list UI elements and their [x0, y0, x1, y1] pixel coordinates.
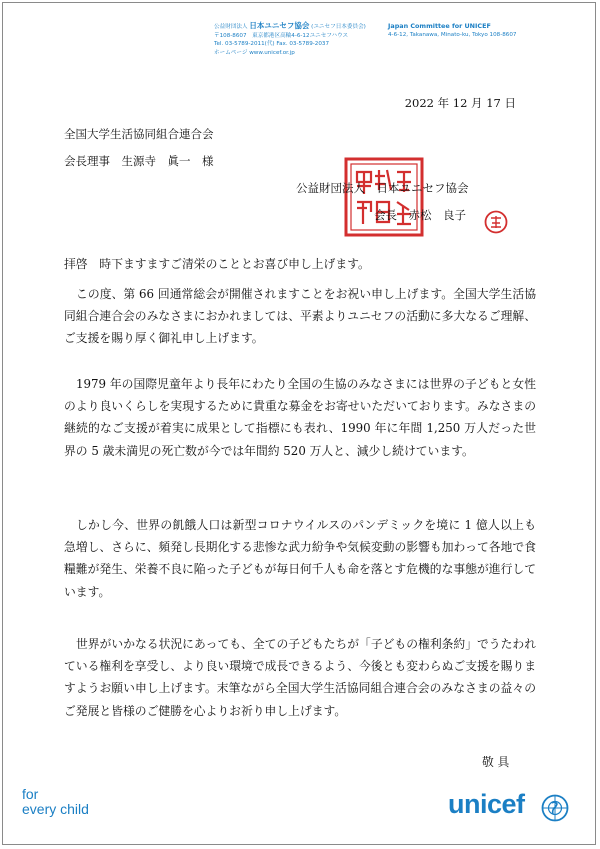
recipient-organization: 全国大学生活協同組合連合会: [64, 127, 214, 141]
jp-org-name: 日本ユニセフ協会: [249, 21, 310, 30]
jp-homepage: ホームページ www.unicef.or.jp: [214, 49, 295, 56]
en-address: 4-6-12, Takanawa, Minato-ku, Tokyo 108-8607: [388, 31, 517, 38]
letter-date: 2022 年 12 月 17 日: [404, 96, 516, 110]
sender-name: 会長 赤松 良子: [374, 208, 466, 222]
tagline: [22, 787, 89, 817]
official-seal-icon: [343, 156, 425, 238]
paragraph-1: この度、第 66 回通常総会が開催されますことをお祝い申し上げます。全国大学生活協同組合連合会のみなさまにおかれましては、平素よりユニセフの活動に多大なるご理解、ご支援を賜り厚く御礼申し上げます。: [64, 287, 536, 346]
en-org-name: Japan Committee for UNICEF: [388, 22, 491, 30]
paragraph-4: 世界がいかなる状況にあっても、全ての子どもたちが「子どもの権利条約」でうたわれている権利を享受し、より良い環境で成長できるよう、今後とも変わらぬご支援を賜りますようお願い申し上げます。末筆ながら全国大学生活協同組合連合会のみなさまの益々のご発展と皆様のご健勝を心よりお祈り申し上げます。: [64, 637, 536, 718]
unicef-logo-text: unicef: [448, 789, 525, 819]
letterhead-jp: [214, 22, 366, 57]
jp-name-prefix: 公益財団法人: [214, 24, 248, 30]
unicef-globe-icon: [541, 794, 569, 822]
tagline-line-1: for: [22, 786, 39, 802]
recipient-name: 会長理事 生源寺 眞一 様: [64, 154, 214, 168]
jp-address: 〒108-8607 東京都港区高輪4-6-12ユニセフハウス: [214, 32, 349, 39]
greeting: 拝啓 時下ますますご清栄のこととお喜び申し上げます。: [64, 257, 370, 271]
paragraph-2: 1979 年の国際児童年より長年にわたり全国の生協のみなさまには世界の子どもと女性のより良いくらしを実現するために貴重な募金をお寄せいただいております。みなさまの継続的なご支援が着実に成果として指標にも表れ、1990 年に年間 1,250 万人だった世界の 5 歳未満児の死亡数が今では年間約 520 万人と、減少し続けています。: [64, 377, 536, 458]
personal-seal-icon: [484, 210, 508, 234]
closing: 敬 具: [482, 755, 510, 769]
tagline-line-2: every child: [22, 801, 89, 817]
letterhead-en: [388, 22, 516, 39]
sender-organization: 公益財団法人 日本ユニセフ協会: [296, 181, 469, 195]
jp-phone: Tel. 03-5789-2011(代) Fax. 03-5789-2037: [214, 41, 330, 48]
jp-name-suffix: (ユニセフ日本委員会): [311, 24, 366, 30]
paragraph-3: しかし今、世界の飢餓人口は新型コロナウイルスのパンデミックを境に 1 億人以上も急増し、さらに、頻発し長期化する悲惨な武力紛争や気候変動の影響も加わって各地で食糧難が発生、栄養不良に陥った子どもが毎日何千人も命を落とす危機的な事態が進行しています。: [64, 518, 536, 599]
